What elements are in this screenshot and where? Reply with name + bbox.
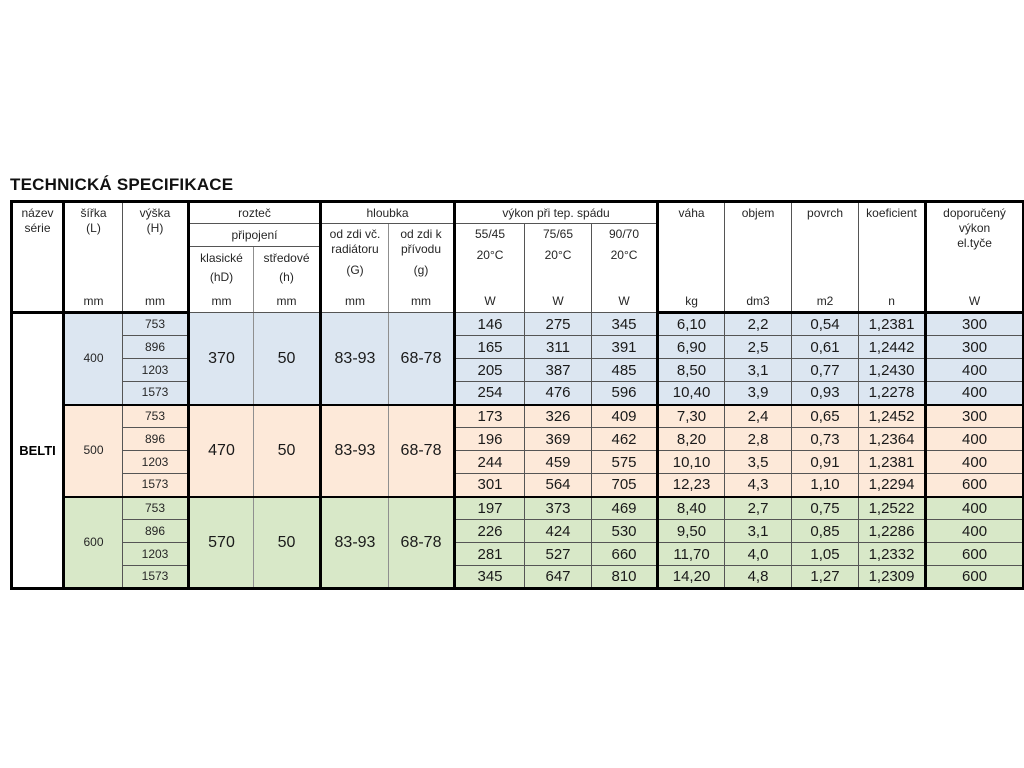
vaha-cell: 11,70 bbox=[658, 543, 725, 566]
koeficient-cell: 1,2442 bbox=[859, 336, 926, 359]
header-label: povrch bbox=[807, 205, 844, 220]
unit-label: mm bbox=[345, 294, 365, 308]
dop-cell: 300 bbox=[926, 313, 1024, 336]
koeficient-cell: 1,2452 bbox=[859, 405, 926, 428]
koeficient-cell: 1,2294 bbox=[859, 474, 926, 497]
objem-cell: 4,3 bbox=[725, 474, 792, 497]
header-label: radiátoru bbox=[331, 242, 379, 256]
w7565-cell: 369 bbox=[525, 428, 592, 451]
header-label: koeficient bbox=[866, 205, 917, 220]
height-cell: 1203 bbox=[123, 543, 189, 566]
objem-cell: 3,9 bbox=[725, 382, 792, 405]
hloubka-privod-cell: 68-78 bbox=[389, 405, 455, 497]
header-label: název bbox=[21, 205, 54, 220]
povrch-cell: 0,93 bbox=[792, 382, 859, 405]
unit-label: n bbox=[888, 293, 895, 308]
w9070-cell: 409 bbox=[592, 405, 658, 428]
w7565-cell: 476 bbox=[525, 382, 592, 405]
unit-label: W bbox=[618, 294, 630, 308]
header-spad-5545 bbox=[455, 224, 525, 313]
table-row bbox=[12, 451, 1024, 474]
header-od-zdi-k bbox=[389, 224, 455, 313]
w9070-cell: 469 bbox=[592, 497, 658, 520]
height-cell: 896 bbox=[123, 520, 189, 543]
povrch-cell: 0,77 bbox=[792, 359, 859, 382]
unit-label: dm3 bbox=[746, 293, 770, 308]
w9070-cell: 530 bbox=[592, 520, 658, 543]
w5545-cell: 345 bbox=[455, 566, 525, 589]
povrch-cell: 0,85 bbox=[792, 520, 859, 543]
header-row-groups bbox=[12, 202, 1024, 224]
height-cell: 1573 bbox=[123, 382, 189, 405]
header-label: výkon bbox=[958, 220, 991, 235]
w9070-cell: 462 bbox=[592, 428, 658, 451]
dop-cell: 300 bbox=[926, 336, 1024, 359]
table-row bbox=[12, 336, 1024, 359]
w9070-cell: 485 bbox=[592, 359, 658, 382]
table-body bbox=[12, 313, 1024, 589]
hloubka-radiator-cell: 83-93 bbox=[321, 405, 389, 497]
height-cell: 896 bbox=[123, 336, 189, 359]
unit-label: mm bbox=[145, 293, 165, 308]
height-cell: 1203 bbox=[123, 359, 189, 382]
w5545-cell: 301 bbox=[455, 474, 525, 497]
povrch-cell: 0,61 bbox=[792, 336, 859, 359]
unit-label: mm bbox=[276, 293, 297, 308]
table-row bbox=[12, 428, 1024, 451]
w7565-cell: 424 bbox=[525, 520, 592, 543]
header-koeficient bbox=[859, 202, 926, 313]
header-label: výška bbox=[139, 205, 171, 220]
w9070-cell: 705 bbox=[592, 474, 658, 497]
w5545-cell: 165 bbox=[455, 336, 525, 359]
header-hloubka: hloubka bbox=[321, 202, 455, 224]
spec-table bbox=[10, 200, 1024, 590]
objem-cell: 3,1 bbox=[725, 520, 792, 543]
koeficient-cell: 1,2309 bbox=[859, 566, 926, 589]
header-label: šířka bbox=[80, 205, 107, 220]
header-label: objem bbox=[741, 205, 775, 220]
header-sub: (H) bbox=[146, 220, 164, 235]
unit-label: mm bbox=[211, 293, 232, 308]
unit-label: W bbox=[552, 294, 564, 308]
objem-cell: 3,5 bbox=[725, 451, 792, 474]
povrch-cell: 0,54 bbox=[792, 313, 859, 336]
vaha-cell: 8,20 bbox=[658, 428, 725, 451]
povrch-cell: 0,73 bbox=[792, 428, 859, 451]
w9070-cell: 596 bbox=[592, 382, 658, 405]
height-cell: 753 bbox=[123, 497, 189, 520]
header-label: středové bbox=[263, 250, 310, 265]
height-cell: 1573 bbox=[123, 474, 189, 497]
objem-cell: 4,8 bbox=[725, 566, 792, 589]
series-name-cell: BELTI bbox=[12, 313, 64, 589]
koeficient-cell: 1,2286 bbox=[859, 520, 926, 543]
stredove-cell: 50 bbox=[254, 497, 321, 589]
povrch-cell: 0,91 bbox=[792, 451, 859, 474]
header-vaha bbox=[658, 202, 725, 313]
dop-cell: 400 bbox=[926, 497, 1024, 520]
w9070-cell: 575 bbox=[592, 451, 658, 474]
vaha-cell: 6,90 bbox=[658, 336, 725, 359]
header-sub: (L) bbox=[86, 220, 101, 235]
header-label: 75/65 bbox=[543, 227, 574, 241]
header-sub: (h) bbox=[279, 269, 294, 284]
header-label: el.tyče bbox=[957, 235, 992, 250]
header-label: přívodu bbox=[400, 242, 442, 256]
table-row bbox=[12, 543, 1024, 566]
w7565-cell: 326 bbox=[525, 405, 592, 428]
width-cell: 400 bbox=[64, 313, 123, 405]
unit-label: mm bbox=[411, 294, 431, 308]
povrch-cell: 0,75 bbox=[792, 497, 859, 520]
header-od-zdi-vc bbox=[321, 224, 389, 313]
vaha-cell: 7,30 bbox=[658, 405, 725, 428]
w7565-cell: 647 bbox=[525, 566, 592, 589]
dop-cell: 400 bbox=[926, 520, 1024, 543]
w7565-cell: 373 bbox=[525, 497, 592, 520]
vaha-cell: 8,40 bbox=[658, 497, 725, 520]
stredove-cell: 50 bbox=[254, 405, 321, 497]
hloubka-privod-cell: 68-78 bbox=[389, 313, 455, 405]
table-header bbox=[12, 202, 1024, 313]
width-cell: 500 bbox=[64, 405, 123, 497]
table-row bbox=[12, 313, 1024, 336]
header-temp: 20°C bbox=[476, 248, 504, 262]
header-spad-9070 bbox=[592, 224, 658, 313]
w5545-cell: 254 bbox=[455, 382, 525, 405]
header-sub: (g) bbox=[413, 263, 429, 277]
height-cell: 1203 bbox=[123, 451, 189, 474]
koeficient-cell: 1,2381 bbox=[859, 313, 926, 336]
header-roztec: rozteč bbox=[189, 202, 321, 224]
unit-label: kg bbox=[685, 293, 698, 308]
w5545-cell: 173 bbox=[455, 405, 525, 428]
header-klasicke bbox=[189, 247, 254, 313]
w5545-cell: 226 bbox=[455, 520, 525, 543]
koeficient-cell: 1,2522 bbox=[859, 497, 926, 520]
w5545-cell: 281 bbox=[455, 543, 525, 566]
povrch-cell: 1,10 bbox=[792, 474, 859, 497]
objem-cell: 2,2 bbox=[725, 313, 792, 336]
header-pripojeni: připojení bbox=[189, 224, 321, 247]
koeficient-cell: 1,2430 bbox=[859, 359, 926, 382]
w9070-cell: 391 bbox=[592, 336, 658, 359]
table-row bbox=[12, 382, 1024, 405]
unit-label: m2 bbox=[816, 293, 834, 308]
header-label: od zdi vč. bbox=[329, 227, 381, 241]
header-stredove bbox=[254, 247, 321, 313]
height-cell: 753 bbox=[123, 405, 189, 428]
header-label: od zdi k bbox=[400, 227, 442, 241]
header-doporuceny bbox=[926, 202, 1024, 313]
objem-cell: 2,4 bbox=[725, 405, 792, 428]
dop-cell: 400 bbox=[926, 382, 1024, 405]
table-row bbox=[12, 497, 1024, 520]
w5545-cell: 196 bbox=[455, 428, 525, 451]
vaha-cell: 14,20 bbox=[658, 566, 725, 589]
header-nazev-serie bbox=[12, 202, 64, 313]
objem-cell: 3,1 bbox=[725, 359, 792, 382]
objem-cell: 2,7 bbox=[725, 497, 792, 520]
unit-label: mm bbox=[83, 293, 104, 308]
header-sub: (hD) bbox=[209, 269, 234, 284]
height-cell: 896 bbox=[123, 428, 189, 451]
header-label: doporučený bbox=[943, 205, 1006, 220]
header-temp: 20°C bbox=[610, 248, 638, 262]
table-row bbox=[12, 474, 1024, 497]
header-label: klasické bbox=[200, 250, 243, 265]
header-vyska bbox=[123, 202, 189, 313]
povrch-cell: 1,27 bbox=[792, 566, 859, 589]
hloubka-radiator-cell: 83-93 bbox=[321, 497, 389, 589]
width-cell: 600 bbox=[64, 497, 123, 589]
w7565-cell: 564 bbox=[525, 474, 592, 497]
vaha-cell: 10,10 bbox=[658, 451, 725, 474]
header-povrch bbox=[792, 202, 859, 313]
w5545-cell: 197 bbox=[455, 497, 525, 520]
objem-cell: 2,5 bbox=[725, 336, 792, 359]
w7565-cell: 387 bbox=[525, 359, 592, 382]
dop-cell: 600 bbox=[926, 543, 1024, 566]
height-cell: 1573 bbox=[123, 566, 189, 589]
koeficient-cell: 1,2278 bbox=[859, 382, 926, 405]
header-objem bbox=[725, 202, 792, 313]
objem-cell: 4,0 bbox=[725, 543, 792, 566]
w9070-cell: 810 bbox=[592, 566, 658, 589]
klasicke-cell: 470 bbox=[189, 405, 254, 497]
hloubka-privod-cell: 68-78 bbox=[389, 497, 455, 589]
header-sub: (G) bbox=[346, 263, 364, 277]
header-label: 55/45 bbox=[475, 227, 506, 241]
unit-label: W bbox=[484, 294, 496, 308]
w7565-cell: 459 bbox=[525, 451, 592, 474]
header-label: 90/70 bbox=[609, 227, 640, 241]
objem-cell: 2,8 bbox=[725, 428, 792, 451]
table-row bbox=[12, 520, 1024, 543]
w7565-cell: 275 bbox=[525, 313, 592, 336]
w9070-cell: 345 bbox=[592, 313, 658, 336]
unit-label: W bbox=[968, 293, 981, 308]
w9070-cell: 660 bbox=[592, 543, 658, 566]
dop-cell: 400 bbox=[926, 451, 1024, 474]
dop-cell: 400 bbox=[926, 359, 1024, 382]
povrch-cell: 0,65 bbox=[792, 405, 859, 428]
header-label: série bbox=[24, 220, 51, 235]
dop-cell: 300 bbox=[926, 405, 1024, 428]
klasicke-cell: 370 bbox=[189, 313, 254, 405]
vaha-cell: 9,50 bbox=[658, 520, 725, 543]
dop-cell: 400 bbox=[926, 428, 1024, 451]
hloubka-radiator-cell: 83-93 bbox=[321, 313, 389, 405]
table-row bbox=[12, 359, 1024, 382]
w5545-cell: 205 bbox=[455, 359, 525, 382]
header-sirka bbox=[64, 202, 123, 313]
dop-cell: 600 bbox=[926, 566, 1024, 589]
header-spad-7565 bbox=[525, 224, 592, 313]
stredove-cell: 50 bbox=[254, 313, 321, 405]
header-temp: 20°C bbox=[544, 248, 572, 262]
vaha-cell: 10,40 bbox=[658, 382, 725, 405]
header-vykon: výkon při tep. spádu bbox=[455, 202, 658, 224]
klasicke-cell: 570 bbox=[189, 497, 254, 589]
height-cell: 753 bbox=[123, 313, 189, 336]
w7565-cell: 527 bbox=[525, 543, 592, 566]
vaha-cell: 6,10 bbox=[658, 313, 725, 336]
table-row bbox=[12, 566, 1024, 589]
koeficient-cell: 1,2364 bbox=[859, 428, 926, 451]
koeficient-cell: 1,2332 bbox=[859, 543, 926, 566]
table-row bbox=[12, 405, 1024, 428]
vaha-cell: 12,23 bbox=[658, 474, 725, 497]
povrch-cell: 1,05 bbox=[792, 543, 859, 566]
w5545-cell: 146 bbox=[455, 313, 525, 336]
header-label: váha bbox=[678, 205, 705, 220]
w7565-cell: 311 bbox=[525, 336, 592, 359]
vaha-cell: 8,50 bbox=[658, 359, 725, 382]
page-title: TECHNICKÁ SPECIFIKACE bbox=[10, 175, 234, 194]
koeficient-cell: 1,2381 bbox=[859, 451, 926, 474]
w5545-cell: 244 bbox=[455, 451, 525, 474]
dop-cell: 600 bbox=[926, 474, 1024, 497]
